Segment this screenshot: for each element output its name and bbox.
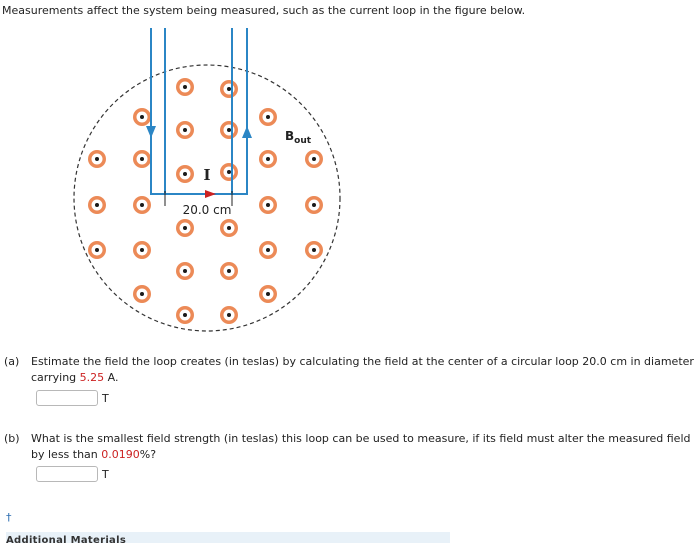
field-dot bbox=[259, 241, 277, 259]
field-dot bbox=[176, 262, 194, 280]
field-dot bbox=[133, 108, 151, 126]
field-dot bbox=[305, 196, 323, 214]
field-dot bbox=[176, 121, 194, 139]
field-dot bbox=[305, 241, 323, 259]
field-label-main: B bbox=[285, 129, 295, 143]
question-b-text-end: %? bbox=[139, 448, 157, 461]
down-arrow-icon bbox=[146, 126, 156, 138]
question-a-value: 5.25 bbox=[79, 371, 105, 384]
question-b-text: What is the smallest field strength (in teslas) this loop can be used to measure, if its field must alter the measured field by less than bbox=[31, 432, 691, 461]
field-dot bbox=[259, 108, 277, 126]
current-arrow-icon bbox=[205, 190, 216, 198]
field-dots bbox=[88, 78, 323, 324]
field-dot bbox=[88, 241, 106, 259]
field-dot bbox=[176, 219, 194, 237]
question-a-text: Estimate the field the loop creates (in teslas) by calculating the field at the center of a circular loop 20.0 cm in diameter carrying bbox=[31, 355, 694, 384]
field-dot bbox=[259, 150, 277, 168]
field-label bbox=[285, 129, 312, 146]
intro-text: Measurements affect the system being measured, such as the current loop in the figure below. bbox=[2, 4, 526, 17]
answer-b-unit: T bbox=[102, 467, 109, 481]
answer-a-input[interactable] bbox=[36, 390, 98, 406]
field-dot bbox=[220, 306, 238, 324]
additional-materials-label: Additional Materials bbox=[6, 535, 127, 543]
field-dot bbox=[133, 241, 151, 259]
field-dot bbox=[220, 262, 238, 280]
field-dot bbox=[88, 196, 106, 214]
answer-a bbox=[36, 390, 109, 406]
question-b-letter: (b) bbox=[4, 432, 20, 445]
width-label: 20.0 cm bbox=[182, 203, 232, 217]
question-a-text-end: A. bbox=[104, 371, 119, 384]
field-dot bbox=[305, 150, 323, 168]
field-region-circle bbox=[74, 65, 340, 331]
current-label: I bbox=[203, 166, 211, 184]
field-dot bbox=[176, 165, 194, 183]
field-dot bbox=[88, 150, 106, 168]
up-arrow-icon bbox=[242, 126, 252, 138]
field-dot bbox=[220, 121, 238, 139]
question-b-value: 0.0190 bbox=[101, 448, 140, 461]
field-dot bbox=[259, 196, 277, 214]
field-dot bbox=[133, 196, 151, 214]
field-dot bbox=[220, 80, 238, 98]
field-dot bbox=[176, 306, 194, 324]
field-dot bbox=[133, 285, 151, 303]
answer-a-unit: T bbox=[102, 391, 109, 405]
field-dot bbox=[133, 150, 151, 168]
field-dot bbox=[176, 78, 194, 96]
field-label-sub: out bbox=[294, 136, 312, 146]
additional-materials-bar[interactable] bbox=[6, 532, 450, 543]
dagger-marker: † bbox=[6, 511, 12, 524]
field-dot bbox=[220, 219, 238, 237]
answer-b-input[interactable] bbox=[36, 466, 98, 482]
field-dot bbox=[259, 285, 277, 303]
current-loop bbox=[151, 28, 247, 194]
answer-b bbox=[36, 466, 109, 482]
question-a-letter: (a) bbox=[4, 355, 20, 368]
field-dot bbox=[220, 163, 238, 181]
